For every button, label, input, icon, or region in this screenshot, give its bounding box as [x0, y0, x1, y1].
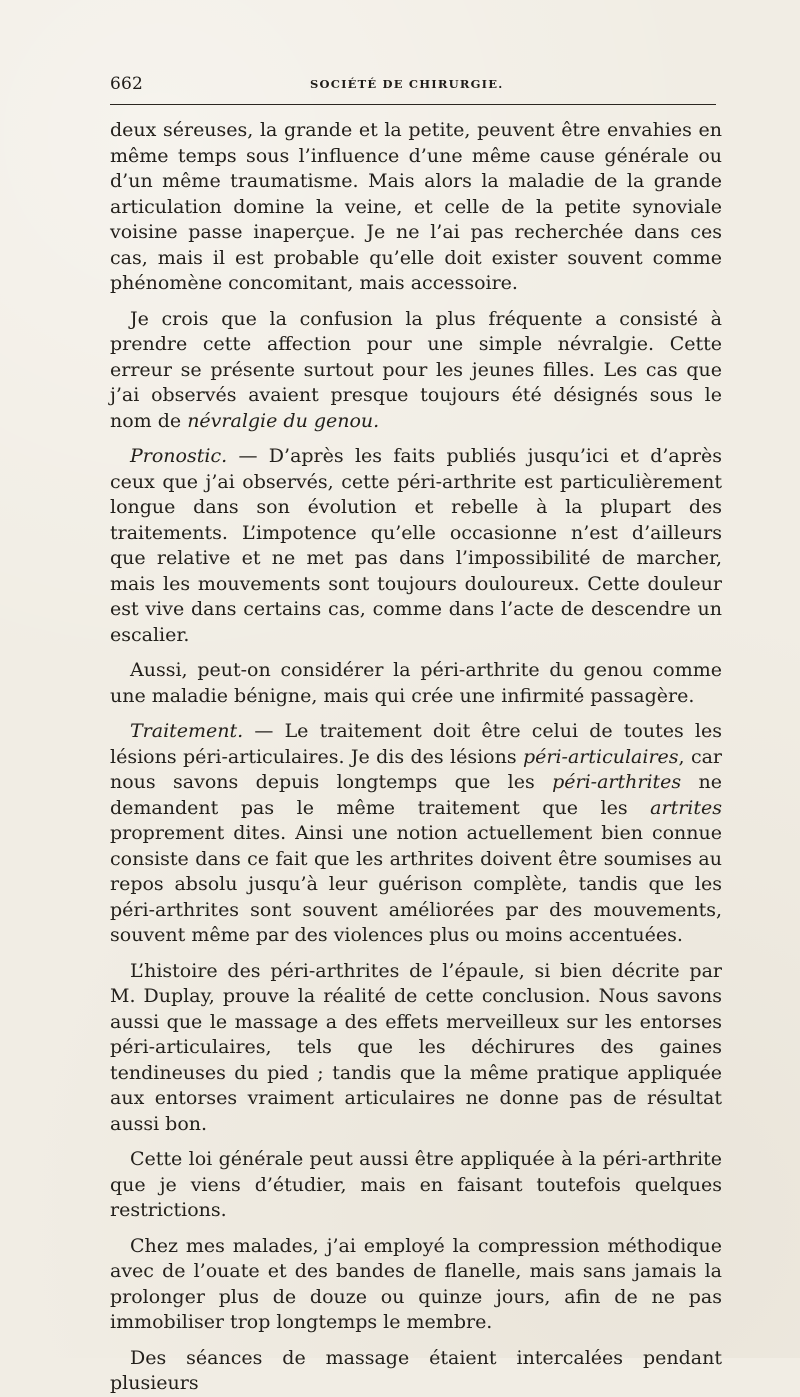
paragraph-3-text: — D’après les faits publiés jusqu’ici et d’après ceux que j’ai observés, cette péri-arthrite est particulièrement longue dans son évolution et rebelle à la plupart des traitements. L’impotence qu’elle occasionne n’est d’ailleurs que relative et ne met pas dans l’impossibilité de marcher, mais les mouvements sont toujours douloureux. Cette douleur est vive dans certains cas, comme dans l’acte de descendre un escalier.: [110, 445, 722, 646]
paragraph-3: [110, 444, 722, 648]
paragraph-7-text: Cette loi générale peut aussi être appliquée à la péri-arthrite que je viens d’étudier, mais en faisant toutefois quelques restrictions.: [110, 1148, 722, 1221]
paragraph-4-text: Aussi, peut-on considérer la péri-arthrite du genou comme une maladie bénigne, mais qui crée une infirmité passagère.: [110, 659, 722, 707]
paragraph-9-text: Des séances de massage étaient intercalées pendant plusieurs: [110, 1346, 722, 1394]
paragraph-6-text: L’histoire des péri-arthrites de l’épaule, si bien décrite par M. Duplay, prouve la réalité de cette conclusion. Nous savons aussi que le massage a des effets merveilleux sur les entorses péri-articulaires, tels que les déchirures des gaines tendineuses du pied ; tandis que la même pratique appliquée aux entorses vraiment articulaires ne donne pas de résultat aussi bon.: [110, 959, 722, 1135]
paragraph-6: [110, 959, 722, 1138]
paragraph-8: [110, 1234, 722, 1336]
paragraph-5-text-2: , car nous savons depuis longtemps que les: [110, 745, 722, 793]
paragraph-5-italic-2: péri-arthrites: [552, 771, 682, 793]
page-number: 662: [110, 74, 144, 94]
paragraph-4: [110, 658, 722, 709]
paragraph-7: [110, 1147, 722, 1224]
paragraph-5-text-4: proprement dites. Ainsi une notion actuellement bien connue consiste dans ce fait que les arthrites doivent être soumises au repos absolu jusqu’à leur guérison complète, tandis que les péri-arthrites sont souvent améliorées par des mouvements, souvent même par des violences plus ou moins accentuées.: [110, 822, 722, 946]
paragraph-5-italic-3: artrites: [650, 796, 722, 819]
paragraph-2: [110, 307, 722, 435]
header-rule: [110, 104, 716, 105]
paragraph-2-italic: névralgie du genou.: [187, 409, 380, 432]
paragraph-1-text: deux séreuses, la grande et la petite, peuvent être envahies en même temps sous l’influence d’une même cause générale ou d’un même traumatisme. Mais alors la maladie de la grande articulation domine la veine, et celle de la petite synoviale voisine passe inaperçue. Je ne l’ai pas recherchée dans ces cas, mais il est probable qu’elle doit exister souvent comme phénomène concomitant, mais accessoire.: [110, 119, 722, 294]
paragraph-1: [110, 118, 722, 297]
paragraph-5: [110, 719, 722, 949]
paragraph-9: [110, 1346, 722, 1397]
running-title: SOCIÉTÉ DE CHIRURGIE.: [310, 77, 504, 91]
section-heading-traitement: Traitement.: [130, 720, 244, 742]
paragraph-5-text-3: ne demandent pas le même traitement que les: [110, 771, 722, 819]
paragraph-2-text: Je crois que la confusion la plus fréquente a consisté à prendre cette affection pour une simple névralgie. Cette erreur se présente surtout pour les jeunes filles. Les cas que j’ai observés avaient presque toujours été désignés sous le nom de: [110, 307, 722, 432]
paragraph-8-text: Chez mes malades, j’ai employé la compression méthodique avec de l’ouate et des bandes de flanelle, mais sans jamais la prolonger plus de douze ou quinze jours, afin de ne pas immobiliser trop longtemps le membre.: [110, 1234, 722, 1333]
paragraph-5-text-1: — Le traitement doit être celui de toutes les lésions péri-articulaires. Je dis des lésions: [110, 720, 722, 768]
body-text: [110, 118, 722, 1397]
section-heading-pronostic: Pronostic.: [130, 445, 228, 467]
paragraph-5-italic-1: péri-articulaires: [522, 745, 679, 768]
page-header: [110, 74, 720, 98]
